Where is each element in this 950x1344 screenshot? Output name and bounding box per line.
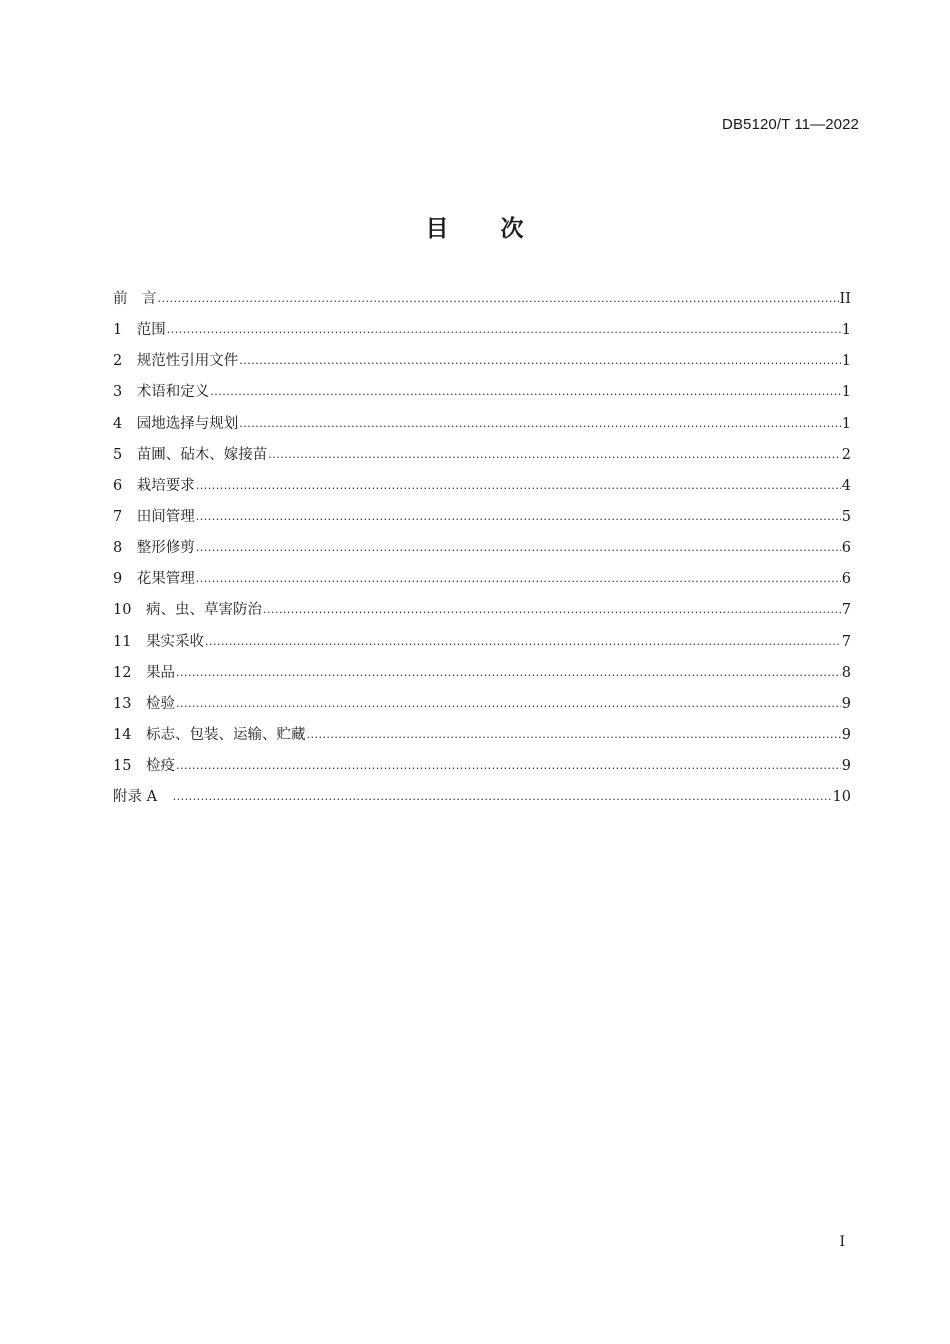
toc-entry-page: 1 [841,384,851,401]
toc-entry-number: 12 [113,664,146,681]
toc-entry-page: 7 [841,602,851,619]
toc-entry-label: 附录 A [113,789,172,806]
toc-dot-leader [210,383,841,401]
document-code: DB5120/T 11—2022 [722,116,859,133]
toc-entry-label: 范围 [136,322,166,339]
table-of-contents [113,290,851,819]
toc-entry-page: 1 [841,322,851,339]
toc-dot-leader [167,321,841,339]
toc-entry-number: 10 [113,602,146,619]
toc-entry-number: 3 [113,384,137,401]
toc-dot-leader [173,788,832,806]
toc-entry-page: II [839,291,851,307]
toc-entry-number: 6 [113,477,137,494]
toc-entry-7[interactable] [113,508,851,539]
toc-entry-label: 规范性引用文件 [136,353,239,370]
toc-entry-label: 园地选择与规划 [136,415,239,432]
toc-entry-page: 6 [841,571,851,588]
toc-dot-leader [196,508,841,526]
toc-entry-10[interactable] [113,601,851,632]
toc-entry-page: 9 [841,695,851,712]
toc-entry-page: 1 [841,353,851,370]
toc-entry-15[interactable] [113,757,851,788]
toc-entry-6[interactable] [113,477,851,508]
toc-entry-page: 10 [832,789,851,806]
toc-entry-number: 7 [113,508,137,525]
toc-dot-leader [196,539,841,557]
toc-dot-leader [176,757,841,775]
toc-entry-appendix-a[interactable] [113,788,851,819]
toc-entry-label: 整形修剪 [136,540,195,557]
toc-entry-page: 2 [841,446,851,463]
toc-entry-label: 前 言 [113,291,157,307]
toc-entry-1[interactable] [113,321,851,352]
toc-entry-page: 1 [841,415,851,432]
toc-entry-number: 5 [113,446,137,463]
toc-entry-14[interactable] [113,726,851,757]
toc-entry-12[interactable] [113,664,851,695]
toc-dot-leader [176,695,841,713]
toc-entry-label: 栽培要求 [136,477,195,494]
toc-entry-label: 病、虫、草害防治 [145,602,262,619]
toc-entry-number: 11 [113,633,146,650]
toc-entry-foreword[interactable] [113,290,851,321]
toc-entry-number: 9 [113,571,137,588]
toc-entry-label: 果品 [145,664,175,681]
toc-dot-leader [239,415,841,433]
toc-entry-8[interactable] [113,539,851,570]
toc-dot-leader [268,446,841,464]
toc-entry-page: 8 [841,664,851,681]
toc-entry-page: 5 [841,508,851,525]
toc-entry-5[interactable] [113,446,851,477]
toc-entry-number: 15 [113,758,146,775]
toc-entry-label: 检验 [145,695,175,712]
toc-dot-leader [196,570,841,588]
toc-entry-page: 7 [841,633,851,650]
toc-entry-number: 2 [113,353,137,370]
toc-entry-13[interactable] [113,695,851,726]
toc-entry-label: 标志、包装、运输、贮藏 [145,726,306,743]
toc-entry-label: 田间管理 [136,508,195,525]
page-number: I [839,1234,845,1250]
toc-entry-number: 4 [113,415,137,432]
toc-entry-4[interactable] [113,415,851,446]
toc-entry-label: 花果管理 [136,571,195,588]
toc-entry-number: 14 [113,726,146,743]
toc-dot-leader [176,664,841,682]
toc-entry-label: 术语和定义 [136,384,210,401]
toc-entry-label: 果实采收 [145,633,204,650]
toc-entry-page: 9 [841,758,851,775]
toc-entry-number: 13 [113,695,146,712]
toc-dot-leader [263,601,841,619]
toc-dot-leader [158,290,839,308]
toc-entry-label: 检疫 [145,758,175,775]
toc-entry-3[interactable] [113,383,851,414]
toc-dot-leader [205,633,841,651]
toc-entry-2[interactable] [113,352,851,383]
toc-entry-page: 4 [841,477,851,494]
toc-entry-9[interactable] [113,570,851,601]
toc-dot-leader [306,726,840,744]
toc-entry-number: 1 [113,322,137,339]
toc-entry-page: 9 [841,726,851,743]
toc-dot-leader [239,352,841,370]
toc-entry-page: 6 [841,540,851,557]
toc-entry-11[interactable] [113,633,851,664]
toc-dot-leader [196,477,841,495]
page-title: 目 次 [425,216,525,242]
toc-entry-number: 8 [113,540,137,557]
toc-entry-label: 苗圃、砧木、嫁接苗 [136,446,268,463]
